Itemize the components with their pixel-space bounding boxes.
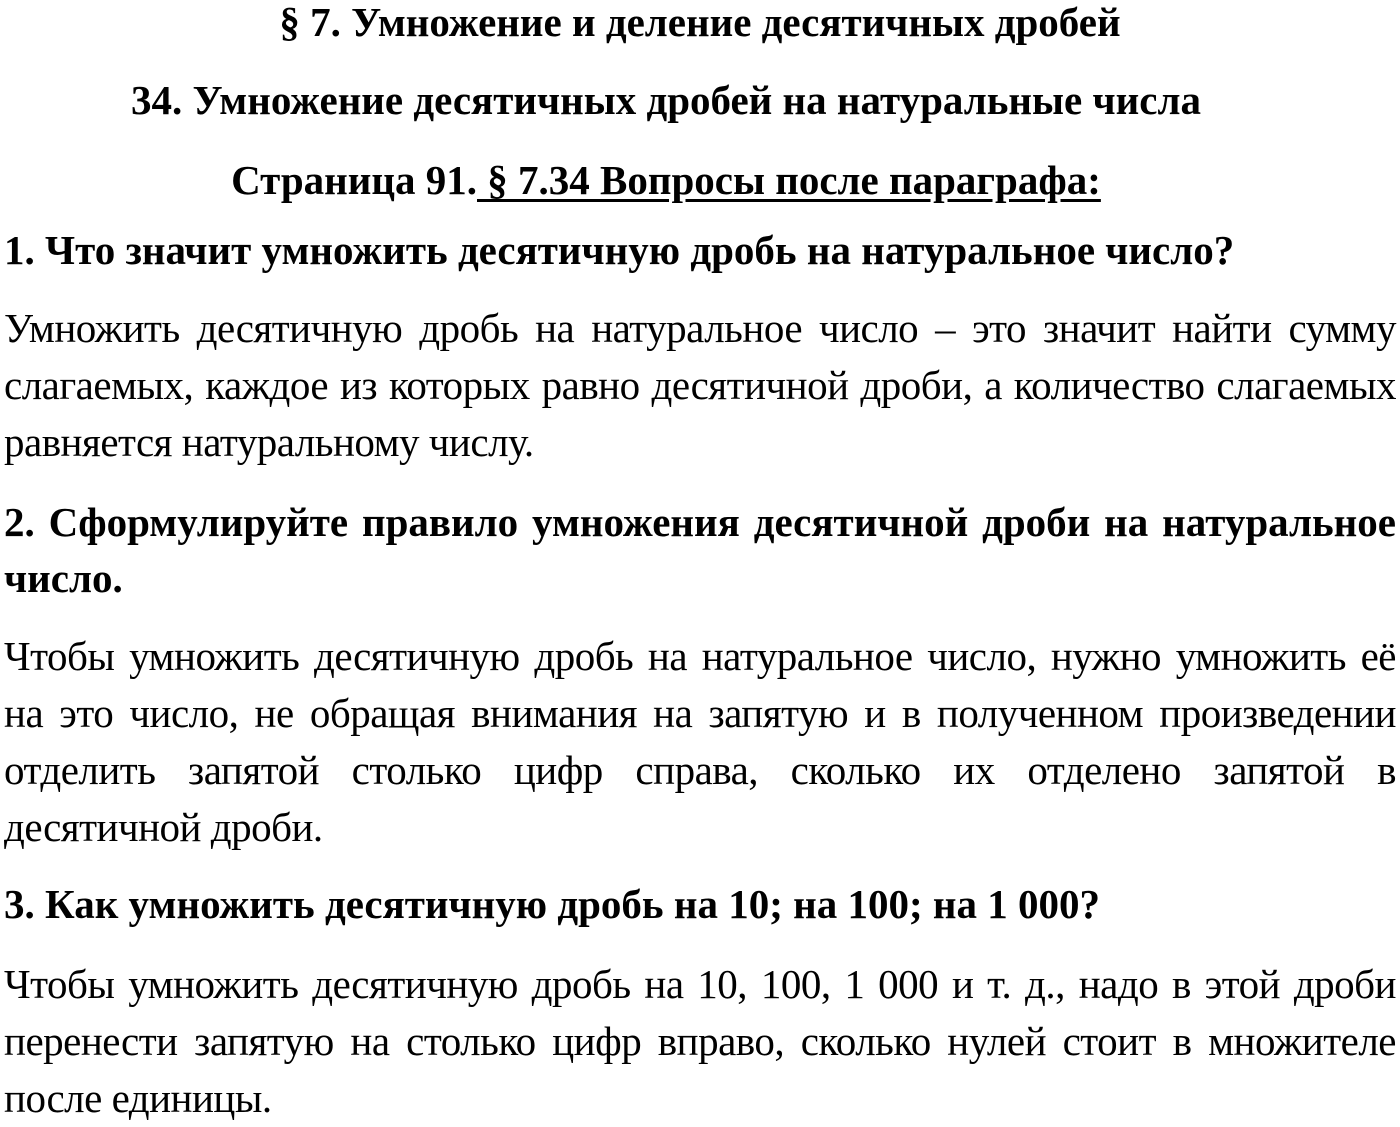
- answer-2: Чтобы умножить десятичную дробь на натуральное число, нужно умножить её на это число, не обращая внимания на запятую и в полученном произведении отделить запятой столько цифр справа, сколько их отделено запятой в десятичной дроби.: [4, 633, 1396, 850]
- answer-3: Чтобы умножить десятичную дробь на 10, 100, 1 000 и т. д., надо в этой дроби перенести запятую на столько цифр вправо, сколько нулей стоит в множителе после единицы.: [4, 961, 1396, 1121]
- answer-1: Умножить десятичную дробь на натуральное число – это значит найти сумму слагаемых, каждое из которых равно десятичной дроби, а количество слагаемых равняется натуральному числу.: [4, 305, 1396, 465]
- topic-title: 34. Умножение десятичных дробей на натуральные числа: [131, 77, 1201, 123]
- question-1: 1. Что значит умножить десятичную дробь на натуральное число?: [4, 227, 1235, 273]
- page-heading: [0, 157, 1332, 203]
- question-3: 3. Как умножить десятичную дробь на 10; на 100; на 1 000?: [4, 881, 1101, 927]
- page-label: Страница 91.: [231, 157, 477, 203]
- question-2: 2. Сформулируйте правило умножения десятичной дроби на натуральное число.: [4, 499, 1396, 601]
- questions-section-link: § 7.34 Вопросы после параграфа:: [477, 157, 1101, 203]
- section-title: § 7. Умножение и деление десятичных дробей: [279, 0, 1121, 45]
